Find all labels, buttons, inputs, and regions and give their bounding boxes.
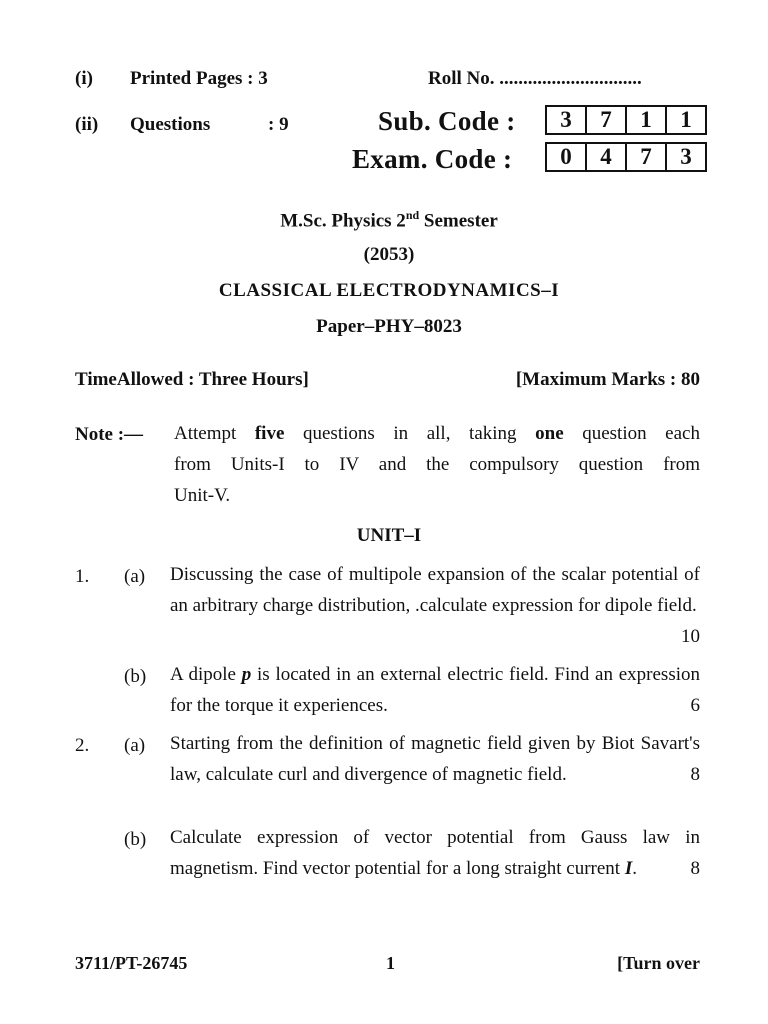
question-part-text: Calculate expression of vector potential from Gauss law in magnetism. Find vector potential for a long straight current I. 8 bbox=[170, 822, 700, 884]
sub-code-digit: 3 bbox=[547, 107, 587, 133]
exam-year: (2053) bbox=[363, 244, 415, 265]
exam-code-digit: 0 bbox=[547, 144, 587, 170]
part-label: (a) bbox=[124, 566, 146, 587]
program-title bbox=[0, 208, 768, 232]
part-label: (b) bbox=[124, 666, 147, 687]
unit-heading: UNIT–I bbox=[356, 525, 422, 546]
exam-code-digit: 3 bbox=[680, 144, 692, 169]
footer-code: 3711/PT-26745 bbox=[75, 953, 188, 973]
sub-code-digit: 1 bbox=[680, 107, 692, 132]
time-allowed: TimeAllowed : Three Hours] bbox=[75, 369, 309, 390]
question-part-text: A dipole p is located in an external electric field. Find an expression for the torque it experiences. 6 bbox=[170, 659, 700, 721]
program-ordinal: nd bbox=[405, 208, 420, 222]
subject-title: CLASSICAL ELECTRODYNAMICS–I bbox=[218, 280, 560, 301]
part-label: (b) bbox=[124, 829, 147, 850]
questions-value: : 9 bbox=[268, 114, 289, 135]
maximum-marks: [Maximum Marks : 80 bbox=[515, 369, 700, 390]
printed-pages-text: Printed Pages : 3 bbox=[130, 68, 268, 89]
questions-index: (ii) bbox=[75, 114, 99, 135]
program-text: M.Sc. Physics 2 bbox=[280, 210, 406, 232]
sub-code-label: Sub. Code : bbox=[378, 106, 516, 136]
exam-code-digit: 7 bbox=[627, 144, 667, 170]
marks: 8 bbox=[690, 764, 700, 785]
exam-code-digit: 4 bbox=[587, 144, 627, 170]
exam-code-boxes bbox=[545, 142, 707, 172]
question-number: 2. bbox=[75, 735, 90, 756]
note-label: Note :— bbox=[75, 424, 144, 445]
sub-code-digit: 1 bbox=[627, 107, 667, 133]
page-number: 1 bbox=[386, 953, 395, 973]
marks: 8 bbox=[690, 858, 700, 879]
question-number: 1. bbox=[75, 566, 90, 587]
sub-code-boxes bbox=[545, 105, 707, 135]
question-part-text: Discussing the case of multipole expansion of the scalar potential of an arbitrary charge distribution, .calculate expression for dipole field. 10 bbox=[170, 559, 700, 652]
note-line-2: from Units-I to IV and the compulsory question from bbox=[174, 454, 700, 475]
turn-over: [Turn over bbox=[617, 953, 700, 973]
marks: 10 bbox=[681, 626, 700, 647]
roll-no-field: Roll No. .............................. bbox=[428, 68, 642, 89]
printed-pages-index: (i) bbox=[75, 68, 93, 89]
note-text bbox=[174, 418, 700, 511]
sub-code-digit: 7 bbox=[587, 107, 627, 133]
questions-label: Questions bbox=[130, 114, 211, 135]
marks: 6 bbox=[690, 695, 700, 716]
paper-code: Paper–PHY–8023 bbox=[316, 316, 462, 337]
part-label: (a) bbox=[124, 735, 146, 756]
question-part-text: Starting from the definition of magnetic field given by Biot Savart's law, calculate curl and divergence of magnetic field. 8 bbox=[170, 728, 700, 790]
note-line-1: Attempt five questions in all, taking one question each bbox=[174, 423, 700, 444]
exam-code-label: Exam. Code : bbox=[352, 144, 513, 174]
program-semester: Semester bbox=[419, 210, 498, 232]
note-line-3: Unit-V. bbox=[174, 485, 231, 506]
